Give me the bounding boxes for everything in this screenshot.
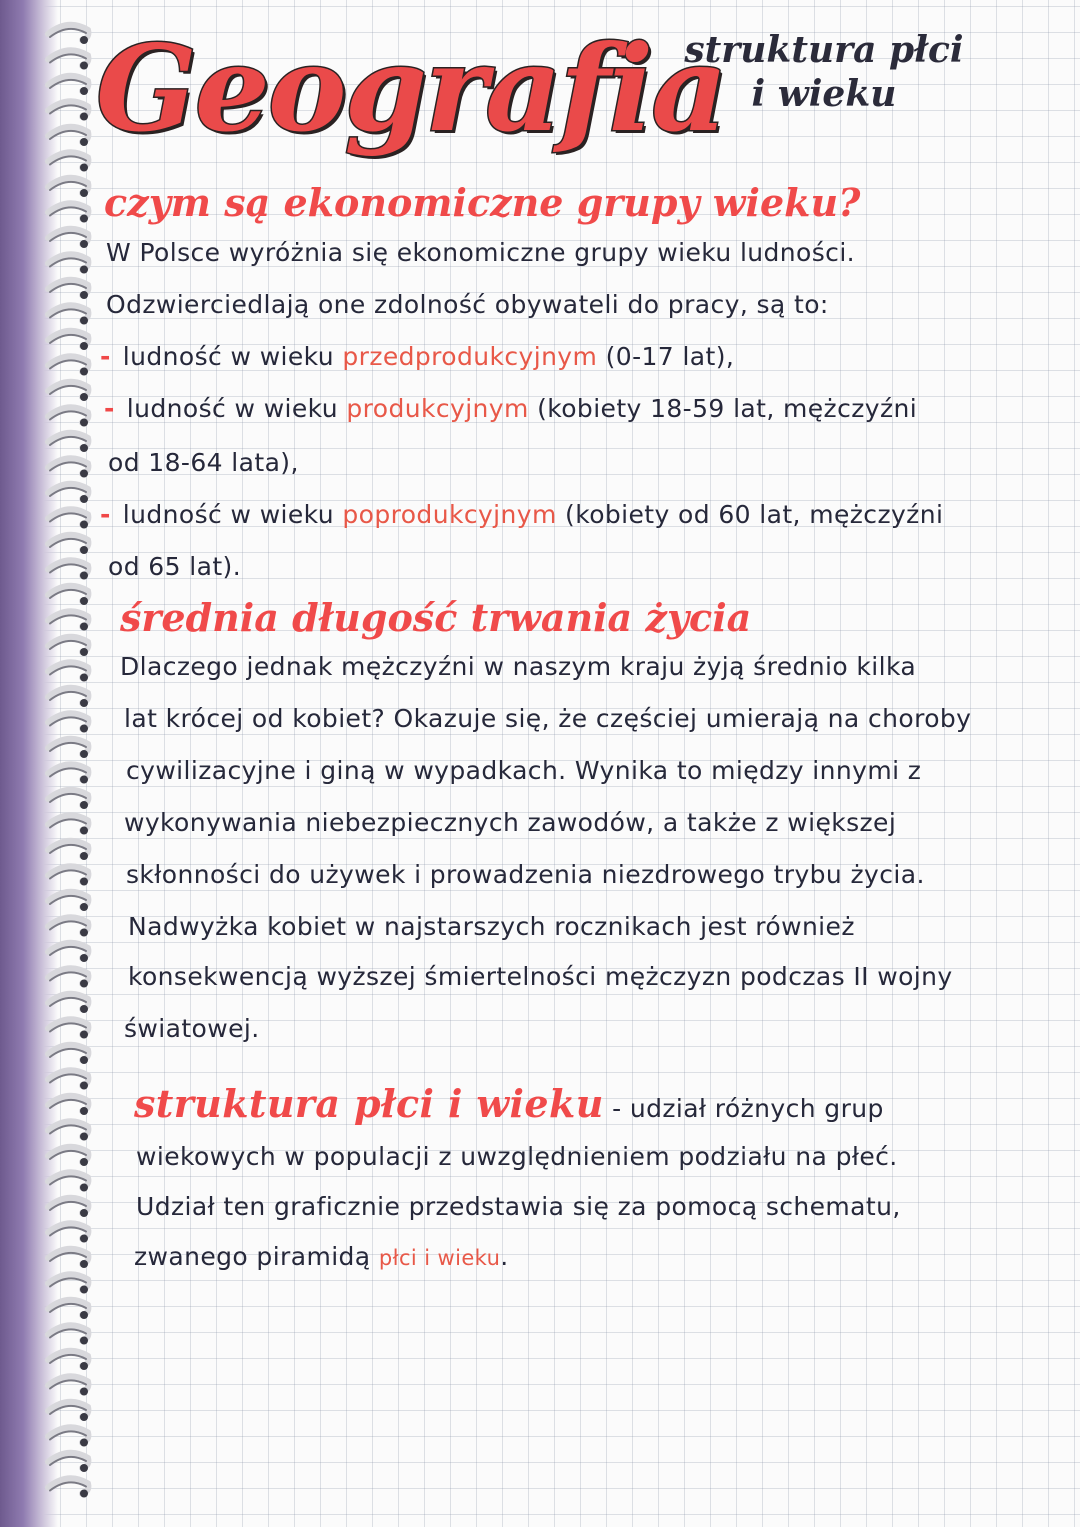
section-heading: czym są ekonomiczne grupy wieku? bbox=[104, 180, 861, 225]
spiral-hole bbox=[80, 1158, 88, 1166]
text-line: światowej. bbox=[124, 1014, 260, 1043]
spiral-hole bbox=[80, 1311, 88, 1319]
page-title: Geografia bbox=[96, 19, 726, 158]
text-line: W Polsce wyróżnia się ekonomiczne grupy wieku ludności. bbox=[106, 238, 856, 267]
highlight-term: przedprodukcyjnym bbox=[342, 342, 598, 371]
section-heading: średnia długość trwania życia bbox=[120, 595, 752, 640]
spiral-hole bbox=[80, 903, 88, 911]
definition-text: - udział różnych grup bbox=[603, 1094, 884, 1123]
spiral-hole bbox=[80, 623, 88, 631]
spiral-hole bbox=[80, 929, 88, 937]
definition-line bbox=[134, 1080, 884, 1133]
text-segment: zwanego piramidą bbox=[134, 1242, 379, 1271]
spiral-hole bbox=[80, 878, 88, 886]
text-line: konsekwencją wyższej śmiertelności mężczyzn podczas II wojny bbox=[128, 962, 953, 991]
list-item-text: (0-17 lat), bbox=[597, 342, 735, 371]
definition-term: struktura płci i wieku bbox=[134, 1081, 604, 1126]
list-dash: - bbox=[100, 500, 111, 529]
spiral-hole bbox=[80, 572, 88, 580]
spiral-hole bbox=[80, 1260, 88, 1268]
title-banner bbox=[96, 8, 726, 186]
list-item bbox=[104, 392, 917, 426]
spiral-hole bbox=[80, 87, 88, 95]
spiral-hole bbox=[80, 954, 88, 962]
spiral-hole bbox=[80, 1362, 88, 1370]
spiral-hole bbox=[80, 444, 88, 452]
list-item-text: ludność w wieku bbox=[126, 394, 347, 423]
spiral-hole bbox=[80, 699, 88, 707]
spiral-hole bbox=[80, 317, 88, 325]
spiral-hole bbox=[80, 674, 88, 682]
spiral-hole bbox=[80, 648, 88, 656]
text-line: cywilizacyjne i giną w wypadkach. Wynika to między innymi z bbox=[126, 756, 922, 785]
spiral-hole bbox=[80, 266, 88, 274]
spiral-hole bbox=[80, 1490, 88, 1498]
spiral-hole bbox=[80, 470, 88, 478]
spiral-hole bbox=[80, 189, 88, 197]
text-line: Dlaczego jednak mężczyźni w naszym kraju żyją średnio kilka bbox=[120, 652, 917, 681]
spiral-hole bbox=[80, 1005, 88, 1013]
text-line: Nadwyżka kobiet w najstarszych rocznikach jest również bbox=[128, 912, 855, 941]
spiral-hole bbox=[80, 291, 88, 299]
spiral-hole bbox=[80, 1056, 88, 1064]
spiral-hole bbox=[80, 980, 88, 988]
spiral-binding bbox=[0, 0, 110, 1527]
spiral-hole bbox=[80, 1184, 88, 1192]
spiral-hole bbox=[80, 1209, 88, 1217]
list-item-text: ludność w wieku bbox=[122, 500, 343, 529]
list-item bbox=[100, 498, 943, 532]
spiral-hole bbox=[80, 1286, 88, 1294]
subtitle-line: i wieku bbox=[751, 73, 897, 115]
spiral-hole bbox=[80, 1133, 88, 1141]
spiral-hole bbox=[80, 1031, 88, 1039]
text-line bbox=[134, 1240, 509, 1275]
list-item-continuation: od 18-64 lata), bbox=[108, 448, 299, 477]
text-line: skłonności do używek i prowadzenia niezdrowego trybu życia. bbox=[126, 860, 925, 889]
spiral-hole bbox=[80, 1082, 88, 1090]
spiral-hole bbox=[80, 495, 88, 503]
spiral-hole bbox=[80, 1107, 88, 1115]
spiral-hole bbox=[80, 393, 88, 401]
highlight-term: produkcyjnym bbox=[346, 394, 529, 423]
spiral-hole bbox=[80, 852, 88, 860]
list-item-text: (kobiety od 60 lat, mężczyźni bbox=[556, 500, 944, 529]
text-segment: . bbox=[500, 1242, 509, 1271]
list-item bbox=[100, 340, 734, 374]
spiral-hole bbox=[80, 113, 88, 121]
spiral-hole bbox=[80, 750, 88, 758]
subtitle-line: struktura płci bbox=[684, 29, 964, 71]
spiral-hole bbox=[80, 342, 88, 350]
highlight-term: poprodukcyjnym bbox=[342, 500, 557, 529]
spiral-hole bbox=[80, 1413, 88, 1421]
spiral-hole bbox=[80, 36, 88, 44]
list-item-text: ludność w wieku bbox=[122, 342, 343, 371]
spiral-hole bbox=[80, 827, 88, 835]
spiral-hole bbox=[80, 521, 88, 529]
spiral-hole bbox=[80, 1235, 88, 1243]
text-line: wiekowych w populacji z uwzględnieniem podziału na płeć. bbox=[136, 1142, 898, 1171]
text-line: Udział ten graficznie przedstawia się za pomocą schematu, bbox=[136, 1192, 901, 1221]
spiral-hole bbox=[80, 240, 88, 248]
spiral-hole bbox=[80, 1464, 88, 1472]
list-item-text: (kobiety 18-59 lat, mężczyźni bbox=[528, 394, 918, 423]
list-item-continuation: od 65 lat). bbox=[108, 552, 242, 581]
spiral-hole bbox=[80, 138, 88, 146]
spiral-hole bbox=[80, 215, 88, 223]
spiral-hole bbox=[80, 1337, 88, 1345]
spiral-hole bbox=[80, 801, 88, 809]
page-subtitle bbox=[664, 28, 984, 116]
text-line: Odzwierciedlają one zdolność obywateli do pracy, są to: bbox=[106, 290, 829, 319]
spiral-hole bbox=[80, 546, 88, 554]
spiral-hole bbox=[80, 597, 88, 605]
list-dash: - bbox=[104, 394, 115, 423]
spiral-hole bbox=[80, 368, 88, 376]
spiral-hole bbox=[80, 1439, 88, 1447]
list-dash: - bbox=[100, 342, 111, 371]
spiral-hole bbox=[80, 62, 88, 70]
text-line: lat krócej od kobiet? Okazuje się, że częściej umierają na choroby bbox=[124, 704, 972, 733]
highlight-term: płci i wieku bbox=[378, 1246, 501, 1270]
spiral-hole bbox=[80, 164, 88, 172]
spiral-hole bbox=[80, 1388, 88, 1396]
spiral-hole bbox=[80, 776, 88, 784]
spiral-hole bbox=[80, 419, 88, 427]
text-line: wykonywania niebezpiecznych zawodów, a także z większej bbox=[124, 808, 897, 837]
spiral-hole bbox=[80, 725, 88, 733]
